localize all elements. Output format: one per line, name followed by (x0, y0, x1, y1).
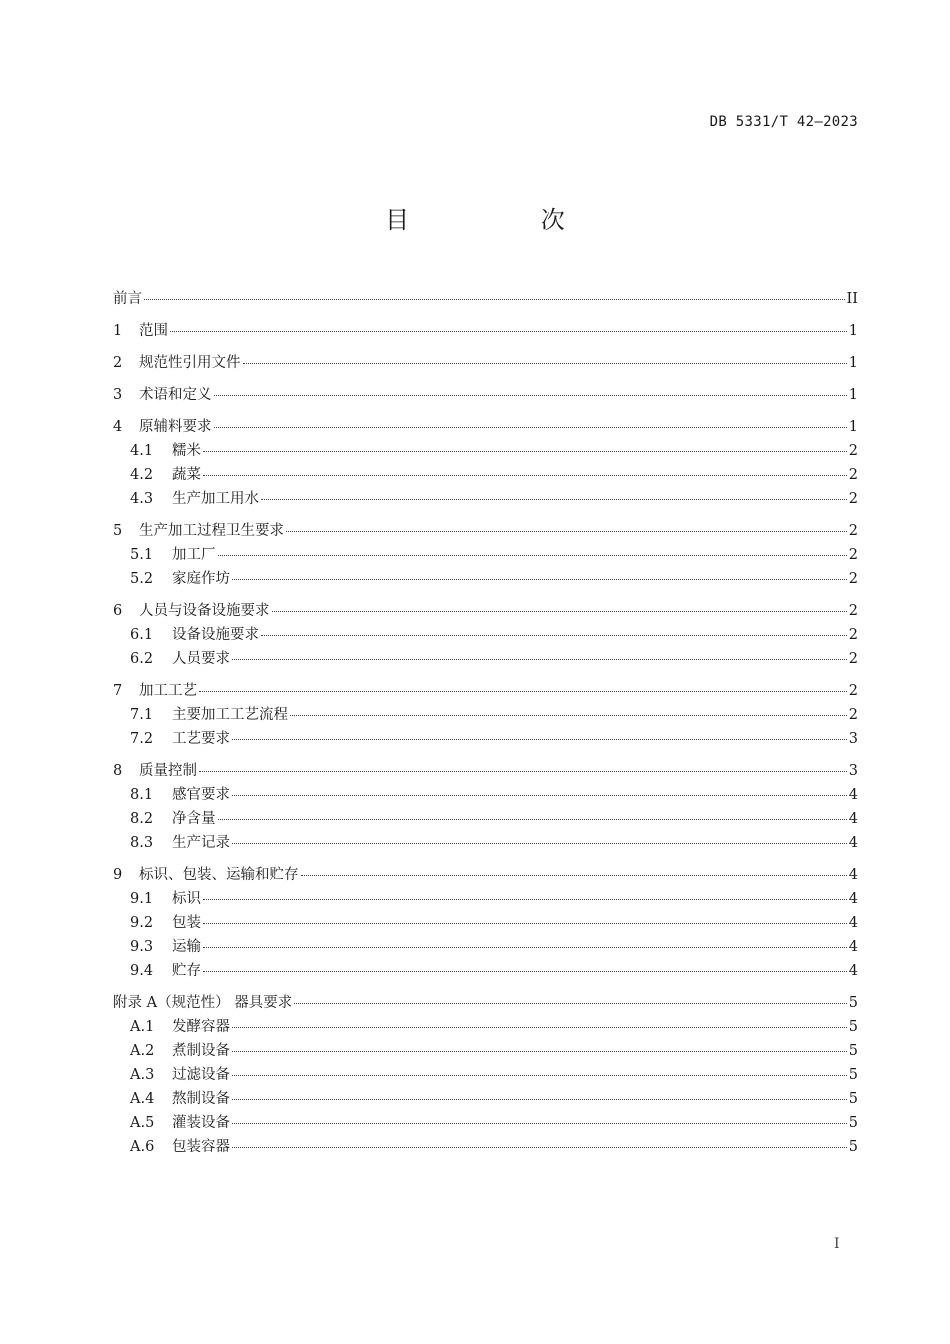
toc-entry[interactable] (113, 519, 858, 543)
toc-entry-number: 4.2 (130, 467, 154, 483)
toc-entry[interactable] (113, 959, 858, 983)
toc-entry-number: 8 (113, 763, 123, 779)
toc-entry-number: 9.1 (130, 891, 154, 907)
toc-entry-label: 运输 (172, 939, 201, 955)
toc-entry-label: 灌装设备 (172, 1115, 230, 1131)
toc-entry-page: 2 (848, 467, 858, 483)
dot-leader (232, 795, 847, 796)
toc-entry-page: 2 (848, 707, 858, 723)
toc-entry[interactable] (113, 1039, 858, 1063)
toc-entry-label: 人员与设备设施要求 (139, 603, 270, 619)
toc-entry-label: 生产加工过程卫生要求 (139, 523, 284, 539)
toc-entry-number: 6.1 (130, 627, 154, 643)
toc-entry-page: 5 (848, 1043, 858, 1059)
toc-entry[interactable] (113, 287, 858, 311)
toc-title: 目 次 (385, 206, 627, 234)
toc-entry-number: 7 (113, 683, 123, 699)
dot-leader (203, 475, 847, 476)
toc-entry-page: 2 (848, 683, 858, 699)
toc-entry-number: 1 (113, 323, 123, 339)
toc-entry-number: 4 (113, 419, 123, 435)
toc-entry[interactable] (113, 727, 858, 751)
toc-entry-page: 5 (848, 1139, 858, 1155)
toc-entry-page: 4 (848, 811, 858, 827)
toc-entry-page: 5 (848, 1115, 858, 1131)
dot-leader (232, 843, 847, 844)
toc-entry-page: 5 (848, 1019, 858, 1035)
dot-leader (261, 499, 847, 500)
toc-entry-label: 生产加工用水 (172, 491, 259, 507)
toc-entry-page: 1 (848, 323, 858, 339)
toc-entry-label: 蔬菜 (172, 467, 201, 483)
dot-leader (232, 739, 847, 740)
toc-entry-label: 贮存 (172, 963, 201, 979)
toc-entry[interactable] (113, 1111, 858, 1135)
toc-entry-page: 2 (848, 547, 858, 563)
dot-leader (199, 771, 847, 772)
toc-entry-label: 标识、包装、运输和贮存 (139, 867, 299, 883)
dot-leader (290, 715, 847, 716)
toc-entry[interactable] (113, 1015, 858, 1039)
toc-entry-number: 6.2 (130, 651, 154, 667)
toc-entry[interactable] (113, 439, 858, 463)
toc-entry-label: 过滤设备 (172, 1067, 230, 1083)
toc-entry-page: 3 (848, 731, 858, 747)
dot-leader (218, 819, 847, 820)
toc-entry[interactable] (113, 831, 858, 855)
toc-entry-number: 7.1 (130, 707, 154, 723)
toc-entry[interactable] (113, 567, 858, 591)
toc-entry-page: 2 (848, 627, 858, 643)
toc-entry[interactable] (113, 887, 858, 911)
toc-entry-number: 6 (113, 603, 123, 619)
toc-entry-number: 8.2 (130, 811, 154, 827)
toc-entry-number: A.5 (130, 1115, 155, 1131)
toc-entry-label: 范围 (139, 323, 168, 339)
dot-leader (232, 1147, 847, 1148)
toc-entry-label: 附录 A（规范性） 器具要求 (113, 995, 293, 1011)
toc-entry-label: 主要加工工艺流程 (172, 707, 288, 723)
toc-entry-label: 规范性引用文件 (139, 355, 241, 371)
toc-entry-label: 质量控制 (139, 763, 197, 779)
toc-entry-label: 净含量 (172, 811, 216, 827)
toc-entry[interactable] (113, 1135, 858, 1159)
dot-leader (218, 555, 847, 556)
toc-entry[interactable] (113, 807, 858, 831)
dot-leader (203, 899, 847, 900)
toc-entry-number: 4.3 (130, 491, 154, 507)
toc-entry-label: 术语和定义 (139, 387, 212, 403)
toc-entry-label: 原辅料要求 (139, 419, 212, 435)
toc-entry-number: 8.1 (130, 787, 154, 803)
toc-entry-label: 设备设施要求 (172, 627, 259, 643)
toc-entry[interactable] (113, 1063, 858, 1087)
toc-entry-page: 2 (848, 603, 858, 619)
toc-entry[interactable] (113, 319, 858, 343)
dot-leader (203, 947, 847, 948)
toc-entry-number: 5 (113, 523, 123, 539)
toc-entry-page: 2 (848, 651, 858, 667)
dot-leader (232, 1027, 847, 1028)
toc-entry-number: A.3 (130, 1067, 155, 1083)
toc-entry[interactable] (113, 1087, 858, 1111)
dot-leader (232, 1051, 847, 1052)
toc-entry-page: 2 (848, 443, 858, 459)
toc-entry-number: 9 (113, 867, 123, 883)
toc-entry[interactable] (113, 487, 858, 511)
toc-entry-page: 2 (848, 523, 858, 539)
toc-entry-label: 感官要求 (172, 787, 230, 803)
toc-entry-page: 4 (848, 891, 858, 907)
toc-entry-number: A.6 (130, 1139, 155, 1155)
toc-entry-page: 3 (848, 763, 858, 779)
dot-leader (243, 363, 847, 364)
toc-entry-label: 加工厂 (172, 547, 216, 563)
toc-entry[interactable] (113, 647, 858, 671)
toc-entry-page: 4 (848, 867, 858, 883)
dot-leader (286, 531, 847, 532)
toc-entry-number: 7.2 (130, 731, 154, 747)
toc-entry-number: 9.3 (130, 939, 154, 955)
toc-entry-number: 2 (113, 355, 123, 371)
toc-entry[interactable] (113, 703, 858, 727)
toc-entry[interactable] (113, 759, 858, 783)
toc-entry-number: 9.2 (130, 915, 154, 931)
toc-entry-page: 5 (848, 995, 858, 1011)
dot-leader (203, 971, 847, 972)
toc-entry[interactable] (113, 911, 858, 935)
document-id: DB 5331/T 42—2023 (709, 114, 858, 130)
toc-entry-label: 前言 (113, 291, 142, 307)
toc-entry-label: 包装容器 (172, 1139, 230, 1155)
toc-entry-page: 1 (848, 355, 858, 371)
dot-leader (214, 395, 847, 396)
toc-entry-page: 5 (848, 1067, 858, 1083)
dot-leader (170, 331, 847, 332)
dot-leader (232, 1099, 847, 1100)
dot-leader (203, 451, 847, 452)
toc-entry-number: 3 (113, 387, 123, 403)
toc-entry-page: 1 (848, 387, 858, 403)
toc-entry-number: A.1 (130, 1019, 155, 1035)
toc-entry[interactable] (113, 935, 858, 959)
dot-leader (144, 299, 845, 300)
dot-leader (294, 1003, 847, 1004)
toc-entry-label: 标识 (172, 891, 201, 907)
dot-leader (199, 691, 847, 692)
toc-entry-label: 糯米 (172, 443, 201, 459)
toc-entry[interactable] (113, 351, 858, 375)
toc-entry[interactable] (113, 415, 858, 439)
toc-entry-number: A.2 (130, 1043, 155, 1059)
toc-entry[interactable] (113, 863, 858, 887)
toc-entry[interactable] (113, 679, 858, 703)
toc-entry-label: 发酵容器 (172, 1019, 230, 1035)
toc-entry-label: 人员要求 (172, 651, 230, 667)
toc-entry[interactable] (113, 783, 858, 807)
toc-entry-page: 4 (848, 915, 858, 931)
toc-entry-page: II (846, 291, 858, 307)
toc-entry-number: 9.4 (130, 963, 154, 979)
toc-entry-page: 4 (848, 835, 858, 851)
table-of-contents (113, 287, 858, 1159)
toc-entry[interactable] (113, 599, 858, 623)
toc-entry-label: 煮制设备 (172, 1043, 230, 1059)
toc-entry-page: 1 (848, 419, 858, 435)
toc-entry-page: 4 (848, 787, 858, 803)
toc-entry-number: 8.3 (130, 835, 154, 851)
page-number: I (834, 1236, 840, 1252)
dot-leader (272, 611, 847, 612)
toc-entry[interactable] (113, 991, 858, 1015)
dot-leader (261, 635, 847, 636)
toc-entry-number: 5.2 (130, 571, 154, 587)
dot-leader (232, 1075, 847, 1076)
toc-entry[interactable] (113, 463, 858, 487)
toc-entry-label: 生产记录 (172, 835, 230, 851)
toc-entry[interactable] (113, 383, 858, 407)
toc-entry-page: 5 (848, 1091, 858, 1107)
toc-entry-number: 4.1 (130, 443, 154, 459)
dot-leader (203, 923, 847, 924)
toc-entry-number: A.4 (130, 1091, 155, 1107)
toc-entry-page: 4 (848, 939, 858, 955)
toc-entry-page: 2 (848, 571, 858, 587)
toc-entry-label: 工艺要求 (172, 731, 230, 747)
dot-leader (232, 1123, 847, 1124)
toc-entry-page: 4 (848, 963, 858, 979)
toc-entry-label: 熬制设备 (172, 1091, 230, 1107)
dot-leader (301, 875, 847, 876)
toc-entry-label: 家庭作坊 (172, 571, 230, 587)
toc-entry-number: 5.1 (130, 547, 154, 563)
dot-leader (214, 427, 847, 428)
toc-entry[interactable] (113, 543, 858, 567)
dot-leader (232, 579, 847, 580)
dot-leader (232, 659, 847, 660)
toc-entry[interactable] (113, 623, 858, 647)
toc-entry-label: 加工工艺 (139, 683, 197, 699)
toc-entry-label: 包装 (172, 915, 201, 931)
toc-entry-page: 2 (848, 491, 858, 507)
